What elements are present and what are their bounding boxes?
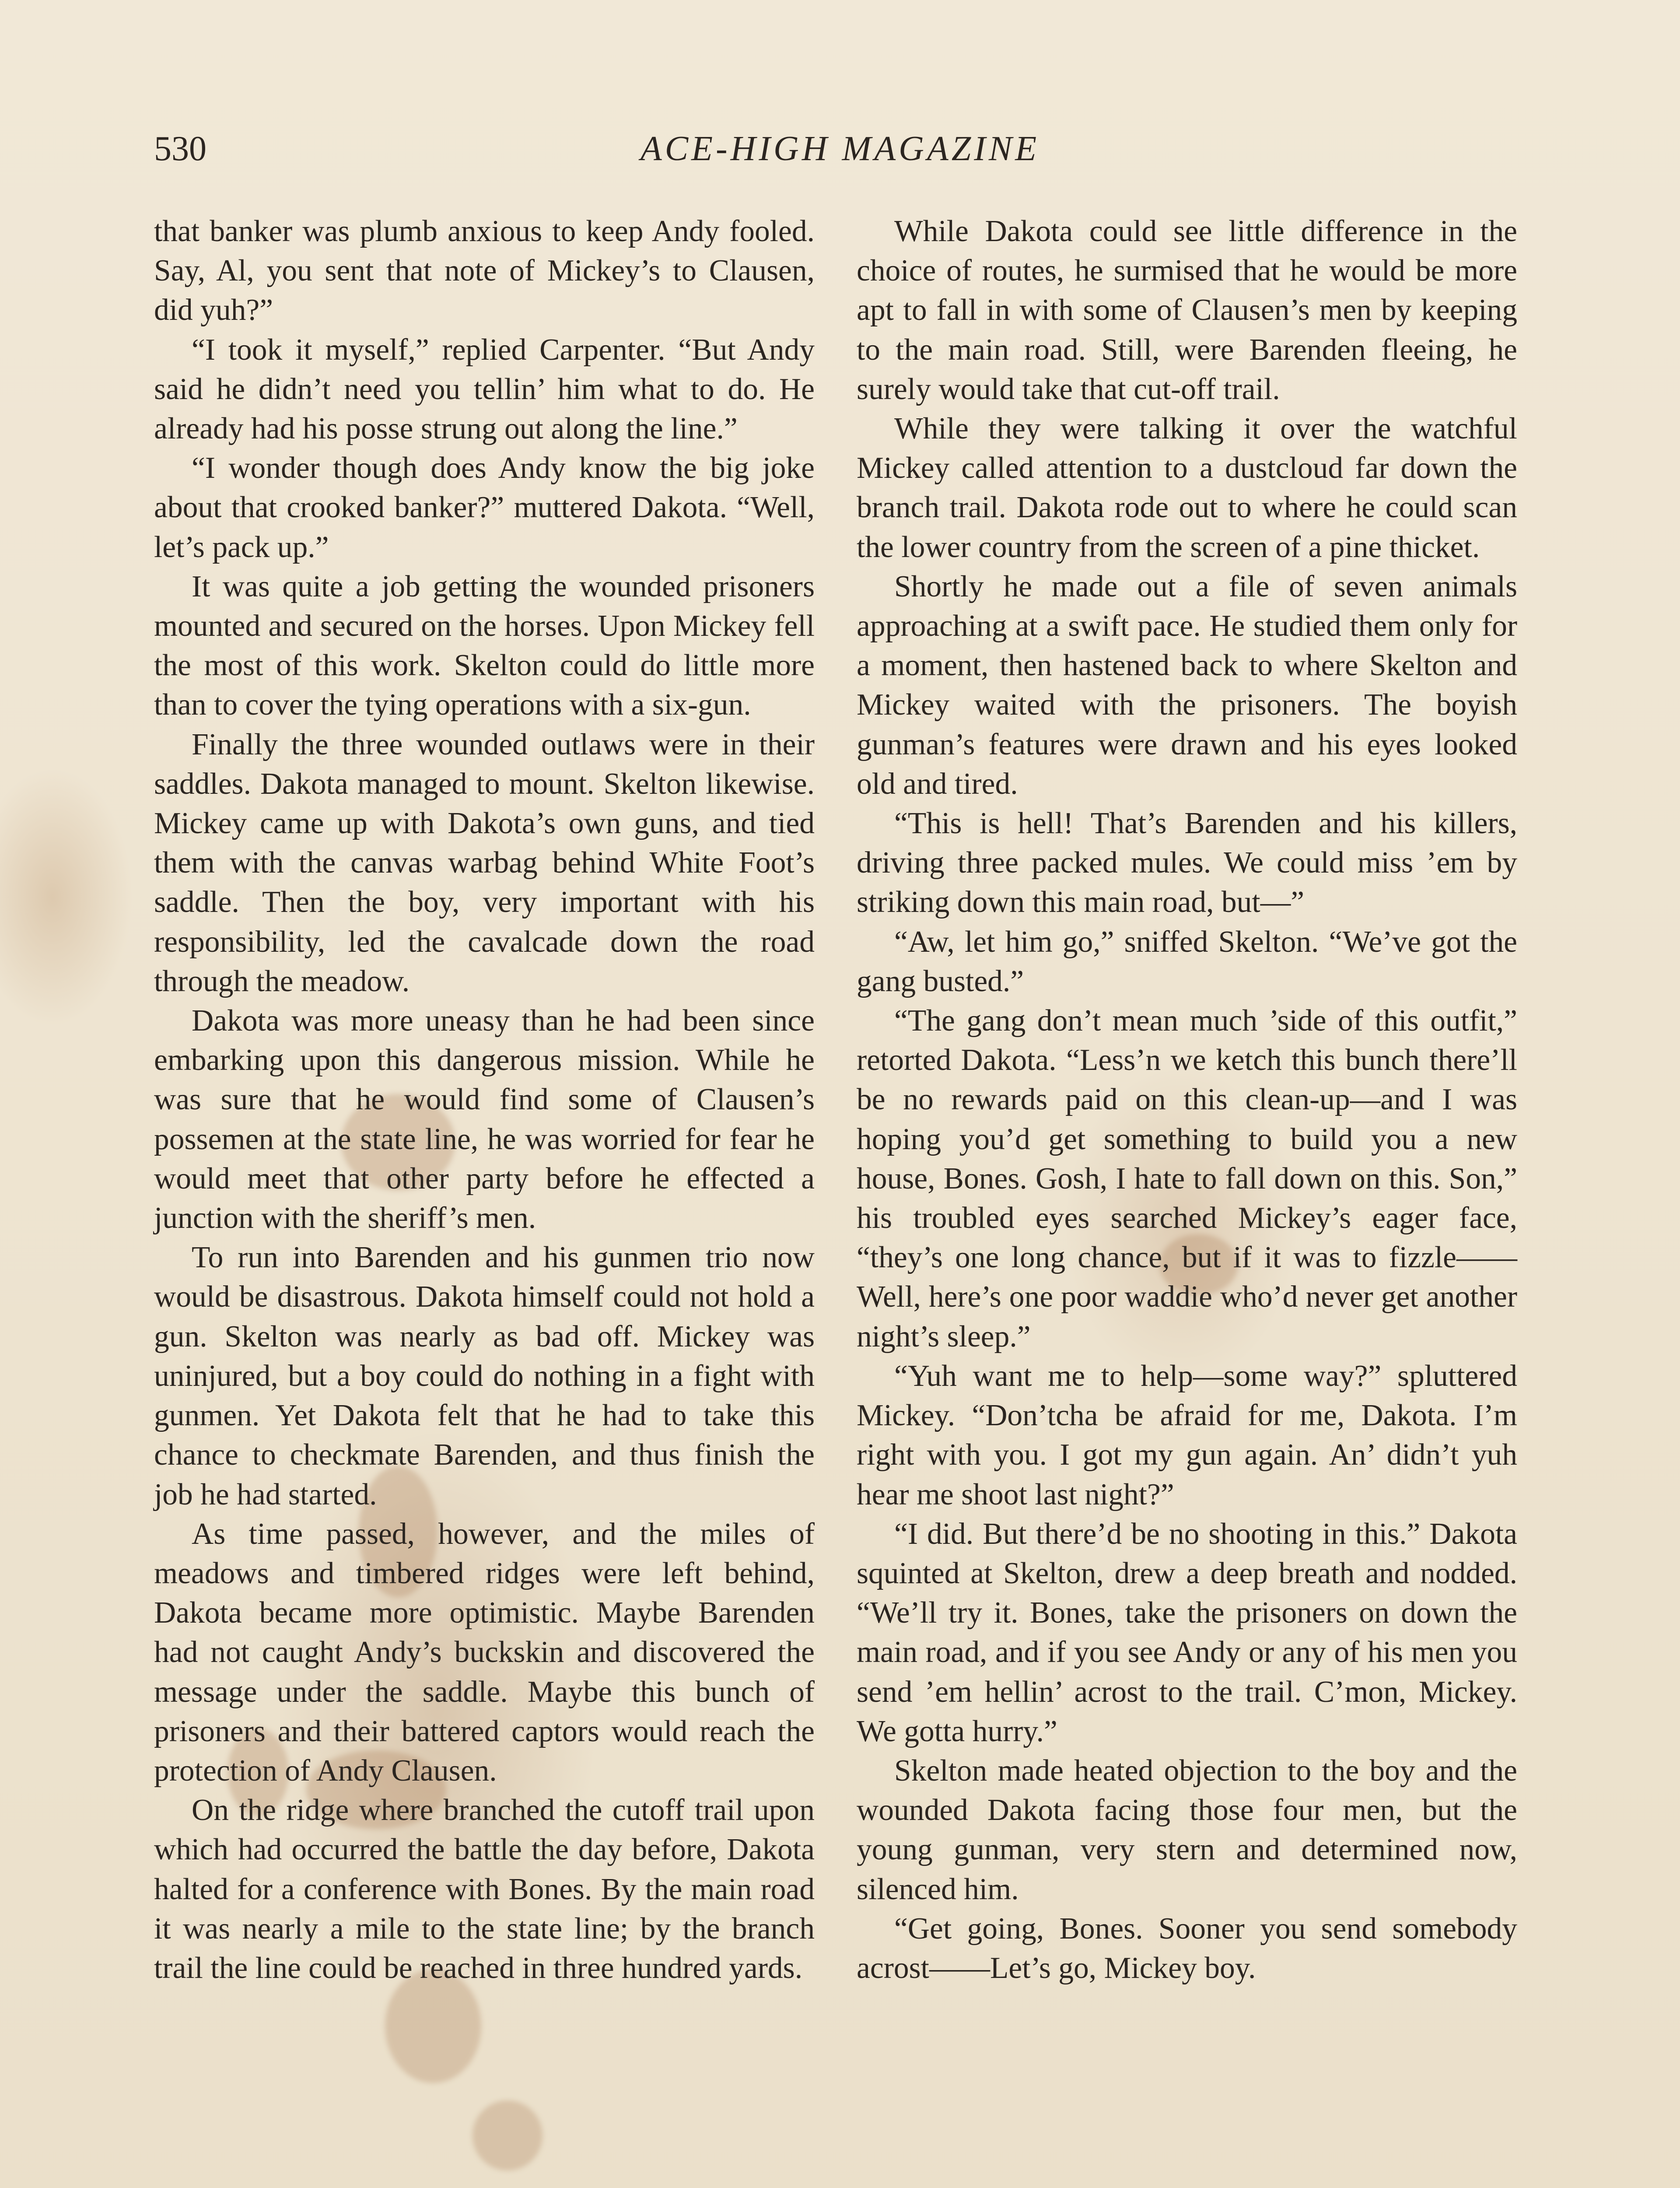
paragraph: “This is hell! That’s Barenden and his killers, driving three packed mules. We could miss ’em by striking down this main road, but—” [857, 806, 1517, 919]
paragraph: It was quite a job getting the wounded prisoners mounted and secured on the horses. Upon Mickey fell the most of this work. Skelton could do little more than to cover the tying operations with a six-gun. [154, 569, 815, 722]
page-number: 530 [154, 130, 206, 168]
paragraph: Shortly he made out a file of seven animals approaching at a swift pace. He studied them only for a moment, then hastened back to where Skelton and Mickey waited with the prisoners. The boyish gunman’s features were drawn and his eyes looked old and tired. [857, 569, 1517, 801]
paragraph: To run into Barenden and his gunmen trio now would be disastrous. Dakota himself could not hold a gun. Skelton was nearly as bad off. Mickey was uninjured, but a boy could do nothing in a fight with gunmen. Yet Dakota felt that he had to take this chance to checkmate Barenden, and thus finish the job he had started. [154, 1241, 815, 1511]
paragraph: While they were talking it over the watchful Mickey called attention to a dustcloud far down the branch trail. Dakota rode out to where he could scan the lower country from the screen of a pine thicket. [857, 412, 1517, 564]
text-column-right [857, 212, 1517, 1988]
paragraph: As time passed, however, and the miles of meadows and timbered ridges were left behind, Dakota became more optimistic. Maybe Barenden had not caught Andy’s buckskin and discovered the message under the saddle. Maybe this bunch of prisoners and their battered captors would reach the protection of Andy Clausen. [154, 1517, 815, 1788]
paragraph: “I did. But there’d be no shooting in this.” Dakota squinted at Skelton, drew a deep breath and nodded. “We’ll try it. Bones, take the prisoners on down the main road, and if you see Andy or any of his men you send ’em hellin’ acrost to the trail. C’mon, Mickey. We gotta hurry.” [857, 1517, 1517, 1748]
paragraph: “I wonder though does Andy know the big joke about that crooked banker?” muttered Dakota. “Well, let’s pack up.” [154, 451, 815, 564]
paragraph: “The gang don’t mean much ’side of this outfit,” retorted Dakota. “Less’n we ketch this bunch there’ll be no rewards paid on this clean-up—and I was hoping you’d get something to build you a new house, Bones. Gosh, I hate to fall down on this. Son,” his troubled eyes searched Mickey’s eager face, “they’s one long chance, but if it was to fizzle——Well, here’s one poor waddie who’d never get another night’s sleep.” [857, 1004, 1517, 1353]
paragraph: While Dakota could see little difference in the choice of routes, he surmised that he would be more apt to fall in with some of Clausen’s men by keeping to the main road. Still, were Barenden fleeing, he surely would take that cut-off trail. [857, 214, 1517, 406]
paragraph: Skelton made heated objection to the boy and the wounded Dakota facing those four men, but the young gunman, very stern and determined now, silenced him. [857, 1753, 1517, 1906]
paragraph: “Aw, let him go,” sniffed Skelton. “We’ve got the gang busted.” [857, 925, 1517, 998]
page-header [154, 127, 1526, 179]
paragraph: Dakota was more uneasy than he had been since embarking upon this dangerous mission. While he was sure that he would find some of Clausen’s possemen at the state line, he was worried for fear he would meet that other party before he effected a junction with the sheriff’s men. [154, 1004, 815, 1235]
paragraph: that banker was plumb anxious to keep Andy fooled. Say, Al, you sent that note of Mickey’s to Clausen, did yuh?” [154, 214, 815, 327]
water-stain [472, 2100, 542, 2170]
text-column-left [154, 212, 815, 1988]
magazine-title: ACE-HIGH MAGAZINE [640, 130, 1040, 168]
paragraph: “Get going, Bones. Sooner you send somebody acrost——Let’s go, Mickey boy. [857, 1911, 1517, 1985]
paragraph: On the ridge where branched the cutoff trail upon which had occurred the battle the day before, Dakota halted for a conference with Bones. By the main road it was nearly a mile to the state line; by the branch trail the line could be reached in three hundred yards. [154, 1793, 815, 1985]
paragraph: Finally the three wounded outlaws were in their saddles. Dakota managed to mount. Skelton likewise. Mickey came up with Dakota’s own guns, and tied them with the canvas warbag behind White Foot’s saddle. Then the boy, very important with his responsibility, led the cavalcade down the road through the meadow. [154, 727, 815, 998]
paragraph: “Yuh want me to help—some way?” spluttered Mickey. “Don’tcha be afraid for me, Dakota. I’m right with you. I got my gun again. An’ didn’t yuh hear me shoot last night?” [857, 1359, 1517, 1511]
paragraph: “I took it myself,” replied Carpenter. “But Andy said he didn’t need you tellin’ him what to do. He already had his posse strung out along the line.” [154, 333, 815, 446]
